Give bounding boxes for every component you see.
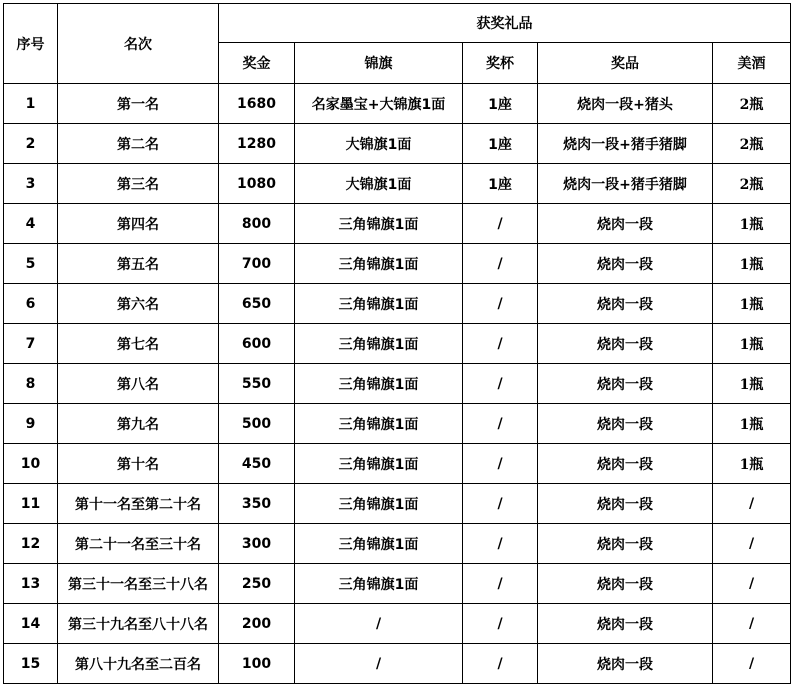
cell-banner: 大锦旗1面 bbox=[295, 164, 463, 204]
cell-bonus: 650 bbox=[219, 284, 295, 324]
header-cup: 奖杯 bbox=[463, 43, 538, 84]
cell-banner: 三角锦旗1面 bbox=[295, 324, 463, 364]
header-wine: 美酒 bbox=[713, 43, 791, 84]
cell-rank: 第八十九名至二百名 bbox=[58, 644, 219, 684]
cell-goods: 烧肉一段 bbox=[538, 364, 713, 404]
cell-seq: 11 bbox=[4, 484, 58, 524]
cell-cup: 1座 bbox=[463, 164, 538, 204]
cell-cup: / bbox=[463, 244, 538, 284]
table-row bbox=[4, 444, 791, 484]
cell-wine: 1瓶 bbox=[713, 404, 791, 444]
cell-rank: 第十名 bbox=[58, 444, 219, 484]
cell-rank: 第三十九名至八十八名 bbox=[58, 604, 219, 644]
cell-seq: 12 bbox=[4, 524, 58, 564]
cell-bonus: 500 bbox=[219, 404, 295, 444]
cell-bonus: 700 bbox=[219, 244, 295, 284]
cell-wine: 2瓶 bbox=[713, 164, 791, 204]
cell-cup: / bbox=[463, 404, 538, 444]
cell-rank: 第一名 bbox=[58, 84, 219, 124]
cell-wine: / bbox=[713, 484, 791, 524]
cell-seq: 8 bbox=[4, 364, 58, 404]
cell-bonus: 1680 bbox=[219, 84, 295, 124]
cell-rank: 第六名 bbox=[58, 284, 219, 324]
table-row bbox=[4, 284, 791, 324]
cell-wine: / bbox=[713, 604, 791, 644]
cell-goods: 烧肉一段 bbox=[538, 604, 713, 644]
cell-rank: 第三名 bbox=[58, 164, 219, 204]
header-bonus: 奖金 bbox=[219, 43, 295, 84]
cell-banner: 名家墨宝+大锦旗1面 bbox=[295, 84, 463, 124]
cell-seq: 6 bbox=[4, 284, 58, 324]
cell-banner: 三角锦旗1面 bbox=[295, 284, 463, 324]
table-row bbox=[4, 404, 791, 444]
cell-bonus: 200 bbox=[219, 604, 295, 644]
cell-wine: 1瓶 bbox=[713, 204, 791, 244]
cell-wine: 1瓶 bbox=[713, 244, 791, 284]
cell-goods: 烧肉一段 bbox=[538, 644, 713, 684]
cell-goods: 烧肉一段 bbox=[538, 484, 713, 524]
cell-seq: 14 bbox=[4, 604, 58, 644]
header-prizes: 获奖礼品 bbox=[219, 4, 791, 43]
cell-banner: / bbox=[295, 604, 463, 644]
cell-goods: 烧肉一段 bbox=[538, 444, 713, 484]
cell-bonus: 250 bbox=[219, 564, 295, 604]
cell-seq: 10 bbox=[4, 444, 58, 484]
cell-rank: 第二十一名至三十名 bbox=[58, 524, 219, 564]
cell-bonus: 1080 bbox=[219, 164, 295, 204]
cell-bonus: 100 bbox=[219, 644, 295, 684]
header-row-top bbox=[4, 4, 791, 43]
cell-bonus: 550 bbox=[219, 364, 295, 404]
cell-wine: 2瓶 bbox=[713, 84, 791, 124]
cell-seq: 5 bbox=[4, 244, 58, 284]
table-row bbox=[4, 324, 791, 364]
header-banner: 锦旗 bbox=[295, 43, 463, 84]
cell-seq: 7 bbox=[4, 324, 58, 364]
cell-rank: 第八名 bbox=[58, 364, 219, 404]
table-row bbox=[4, 364, 791, 404]
cell-rank: 第十一名至第二十名 bbox=[58, 484, 219, 524]
cell-banner: 三角锦旗1面 bbox=[295, 244, 463, 284]
cell-wine: 1瓶 bbox=[713, 364, 791, 404]
cell-goods: 烧肉一段 bbox=[538, 204, 713, 244]
table-row bbox=[4, 124, 791, 164]
cell-wine: 1瓶 bbox=[713, 444, 791, 484]
cell-cup: / bbox=[463, 204, 538, 244]
cell-wine: / bbox=[713, 564, 791, 604]
cell-banner: 三角锦旗1面 bbox=[295, 564, 463, 604]
table-body bbox=[4, 84, 791, 684]
cell-wine: / bbox=[713, 524, 791, 564]
cell-wine: 1瓶 bbox=[713, 324, 791, 364]
cell-bonus: 450 bbox=[219, 444, 295, 484]
cell-bonus: 800 bbox=[219, 204, 295, 244]
table-row bbox=[4, 524, 791, 564]
cell-wine: / bbox=[713, 644, 791, 684]
cell-seq: 3 bbox=[4, 164, 58, 204]
cell-seq: 4 bbox=[4, 204, 58, 244]
cell-banner: 三角锦旗1面 bbox=[295, 364, 463, 404]
cell-cup: 1座 bbox=[463, 124, 538, 164]
cell-bonus: 350 bbox=[219, 484, 295, 524]
cell-banner: 三角锦旗1面 bbox=[295, 404, 463, 444]
cell-cup: / bbox=[463, 564, 538, 604]
cell-rank: 第三十一名至三十八名 bbox=[58, 564, 219, 604]
cell-seq: 1 bbox=[4, 84, 58, 124]
cell-seq: 15 bbox=[4, 644, 58, 684]
cell-bonus: 600 bbox=[219, 324, 295, 364]
cell-goods: 烧肉一段+猪手猪脚 bbox=[538, 124, 713, 164]
cell-rank: 第四名 bbox=[58, 204, 219, 244]
cell-goods: 烧肉一段 bbox=[538, 564, 713, 604]
cell-banner: 三角锦旗1面 bbox=[295, 444, 463, 484]
cell-cup: / bbox=[463, 484, 538, 524]
table-row bbox=[4, 204, 791, 244]
cell-goods: 烧肉一段 bbox=[538, 404, 713, 444]
cell-bonus: 1280 bbox=[219, 124, 295, 164]
header-rank: 名次 bbox=[58, 4, 219, 84]
table-row bbox=[4, 484, 791, 524]
cell-seq: 13 bbox=[4, 564, 58, 604]
cell-cup: / bbox=[463, 524, 538, 564]
cell-rank: 第五名 bbox=[58, 244, 219, 284]
cell-banner: / bbox=[295, 644, 463, 684]
header-seq: 序号 bbox=[4, 4, 58, 84]
cell-seq: 9 bbox=[4, 404, 58, 444]
cell-banner: 三角锦旗1面 bbox=[295, 484, 463, 524]
table-row bbox=[4, 644, 791, 684]
cell-goods: 烧肉一段 bbox=[538, 284, 713, 324]
cell-banner: 三角锦旗1面 bbox=[295, 204, 463, 244]
cell-cup: / bbox=[463, 284, 538, 324]
cell-rank: 第二名 bbox=[58, 124, 219, 164]
cell-cup: 1座 bbox=[463, 84, 538, 124]
cell-banner: 大锦旗1面 bbox=[295, 124, 463, 164]
cell-wine: 2瓶 bbox=[713, 124, 791, 164]
cell-wine: 1瓶 bbox=[713, 284, 791, 324]
cell-rank: 第七名 bbox=[58, 324, 219, 364]
cell-rank: 第九名 bbox=[58, 404, 219, 444]
cell-goods: 烧肉一段 bbox=[538, 244, 713, 284]
cell-banner: 三角锦旗1面 bbox=[295, 524, 463, 564]
table-row bbox=[4, 84, 791, 124]
cell-cup: / bbox=[463, 364, 538, 404]
table-row bbox=[4, 244, 791, 284]
cell-goods: 烧肉一段 bbox=[538, 524, 713, 564]
cell-bonus: 300 bbox=[219, 524, 295, 564]
cell-cup: / bbox=[463, 444, 538, 484]
cell-cup: / bbox=[463, 604, 538, 644]
cell-goods: 烧肉一段 bbox=[538, 324, 713, 364]
cell-goods: 烧肉一段+猪头 bbox=[538, 84, 713, 124]
cell-cup: / bbox=[463, 644, 538, 684]
cell-goods: 烧肉一段+猪手猪脚 bbox=[538, 164, 713, 204]
table-row bbox=[4, 164, 791, 204]
header-goods: 奖品 bbox=[538, 43, 713, 84]
table-row bbox=[4, 604, 791, 644]
table-row bbox=[4, 564, 791, 604]
prize-table bbox=[3, 3, 791, 684]
cell-cup: / bbox=[463, 324, 538, 364]
cell-seq: 2 bbox=[4, 124, 58, 164]
